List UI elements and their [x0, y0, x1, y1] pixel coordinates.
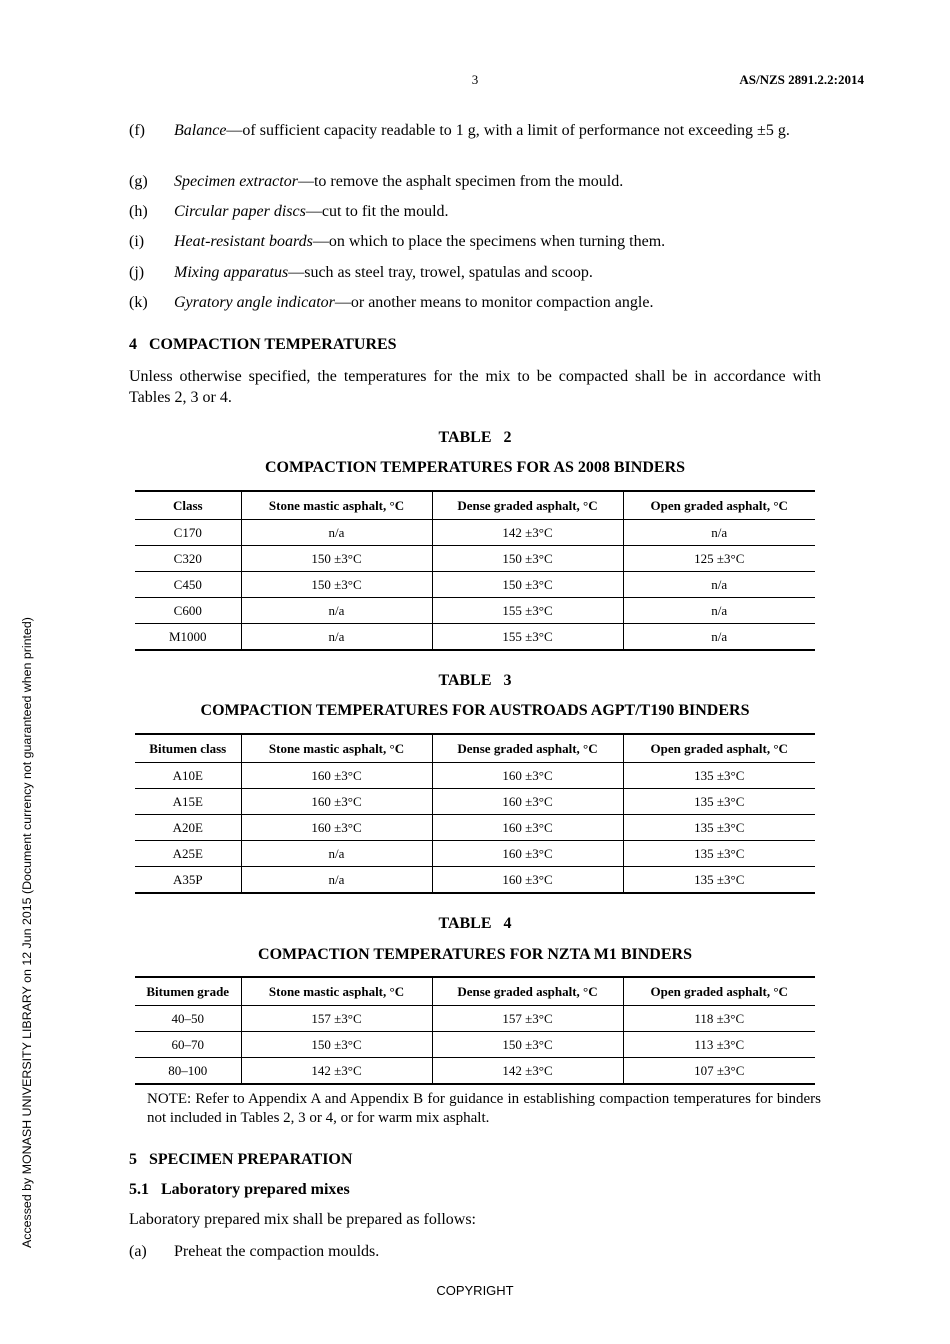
- table-cell: 160 ±3°C: [432, 841, 623, 867]
- table-cell: 142 ±3°C: [432, 1058, 623, 1085]
- table-cell: 155 ±3°C: [432, 598, 623, 624]
- list-item-term: Specimen extractor: [174, 173, 298, 190]
- table-cell: 142 ±3°C: [241, 1058, 432, 1085]
- table-cell: 155 ±3°C: [432, 624, 623, 651]
- table-row: [135, 789, 815, 815]
- table-row: [135, 520, 815, 546]
- table-cell: n/a: [241, 867, 432, 894]
- table-cell: C600: [135, 598, 241, 624]
- table-cell: 107 ±3°C: [623, 1058, 815, 1085]
- column-header: Open graded asphalt, °C: [623, 977, 815, 1006]
- table-cell: n/a: [623, 572, 815, 598]
- table-header-row: [135, 734, 815, 763]
- table-4-label: TABLE 4: [438, 915, 512, 932]
- section-4-text: Unless otherwise specified, the temperatures for the mix to be compacted shall be in accordance with Tables 2, 3 or 4.: [129, 368, 821, 406]
- table-row: [135, 572, 815, 598]
- table-cell: C450: [135, 572, 241, 598]
- column-header: Stone mastic asphalt, °C: [241, 734, 432, 763]
- table-3-title: COMPACTION TEMPERATURES FOR AUSTROADS AGPT/T190 BINDERS: [200, 702, 750, 719]
- table-cell: 135 ±3°C: [623, 841, 815, 867]
- column-header: Dense graded asphalt, °C: [432, 491, 623, 520]
- table-cell: M1000: [135, 624, 241, 651]
- table-row: [135, 546, 815, 572]
- table-cell: 113 ±3°C: [623, 1032, 815, 1058]
- list-item-term: Balance: [174, 122, 227, 139]
- table-row: [135, 598, 815, 624]
- table-cell: A20E: [135, 815, 241, 841]
- list-item-desc: —on which to place the specimens when turning them.: [312, 233, 666, 250]
- table-cell: 160 ±3°C: [241, 815, 432, 841]
- list-item-desc: —of sufficient capacity readable to 1 g, with a limit of performance not exceeding ±5 g.: [226, 122, 790, 139]
- table-cell: 160 ±3°C: [241, 763, 432, 789]
- table-cell: 150 ±3°C: [241, 572, 432, 598]
- table-cell: 160 ±3°C: [241, 789, 432, 815]
- list-item-label: (k): [129, 294, 148, 311]
- table-row: [135, 867, 815, 894]
- table-cell: 60–70: [135, 1032, 241, 1058]
- table-2: [135, 490, 815, 651]
- table-cell: 135 ±3°C: [623, 763, 815, 789]
- column-header: Open graded asphalt, °C: [623, 491, 815, 520]
- list-item: [129, 1242, 821, 1262]
- table-row: [135, 1058, 815, 1085]
- column-header: Dense graded asphalt, °C: [432, 977, 623, 1006]
- table-cell: 80–100: [135, 1058, 241, 1085]
- list-item: [129, 202, 821, 222]
- section-5-1-heading: 5.1 Laboratory prepared mixes: [129, 1181, 350, 1198]
- table-row: [135, 815, 815, 841]
- table-3: [135, 733, 815, 894]
- list-item: [129, 172, 821, 192]
- table-2-label: TABLE 2: [438, 429, 512, 446]
- list-item-label: (h): [129, 203, 148, 220]
- list-item-label: (g): [129, 173, 148, 190]
- table-cell: n/a: [241, 598, 432, 624]
- copyright-footer: COPYRIGHT: [436, 1283, 514, 1298]
- table-row: [135, 841, 815, 867]
- table-cell: 157 ±3°C: [432, 1006, 623, 1032]
- table-cell: C170: [135, 520, 241, 546]
- table-cell: n/a: [241, 841, 432, 867]
- table-4-title: COMPACTION TEMPERATURES FOR NZTA M1 BINDERS: [258, 946, 692, 963]
- table-header-row: [135, 977, 815, 1006]
- list-item-label: (a): [129, 1243, 147, 1260]
- table-cell: 150 ±3°C: [432, 1032, 623, 1058]
- table-cell: 160 ±3°C: [432, 763, 623, 789]
- table-cell: 135 ±3°C: [623, 815, 815, 841]
- list-item-desc: —or another means to monitor compaction angle.: [334, 294, 654, 311]
- table-cell: n/a: [623, 598, 815, 624]
- table-cell: 135 ±3°C: [623, 789, 815, 815]
- table-cell: 150 ±3°C: [432, 546, 623, 572]
- section-4-heading: 4 COMPACTION TEMPERATURES: [129, 336, 397, 353]
- table-cell: C320: [135, 546, 241, 572]
- table-cell: n/a: [623, 520, 815, 546]
- table-cell: 142 ±3°C: [432, 520, 623, 546]
- table-cell: 157 ±3°C: [241, 1006, 432, 1032]
- table-row: [135, 1006, 815, 1032]
- section-5-1-intro: Laboratory prepared mix shall be prepared as follows:: [129, 1211, 476, 1228]
- list-item-desc: —to remove the asphalt specimen from the mould.: [297, 173, 624, 190]
- column-header: Stone mastic asphalt, °C: [241, 491, 432, 520]
- table-cell: 160 ±3°C: [432, 815, 623, 841]
- table-cell: 160 ±3°C: [432, 867, 623, 894]
- table-note: NOTE: Refer to Appendix A and Appendix B for guidance in establishing compaction temperatures for binders not included in Tables 2, 3 or 4, or for warm mix asphalt.: [147, 1091, 821, 1126]
- table-4: [135, 976, 815, 1085]
- table-cell: n/a: [241, 624, 432, 651]
- list-item-label: (j): [129, 264, 145, 281]
- list-item-term: Mixing apparatus: [174, 264, 289, 281]
- table-cell: 150 ±3°C: [241, 546, 432, 572]
- table-cell: 150 ±3°C: [432, 572, 623, 598]
- column-header: Class: [135, 491, 241, 520]
- list-item: [129, 232, 821, 252]
- section-5-heading: 5 SPECIMEN PREPARATION: [129, 1151, 353, 1168]
- table-cell: n/a: [241, 520, 432, 546]
- table-cell: A35P: [135, 867, 241, 894]
- document-id: AS/NZS 2891.2.2:2014: [739, 72, 864, 87]
- list-item-term: Gyratory angle indicator: [174, 294, 335, 311]
- table-cell: 150 ±3°C: [241, 1032, 432, 1058]
- table-cell: A10E: [135, 763, 241, 789]
- table-cell: 118 ±3°C: [623, 1006, 815, 1032]
- table-cell: 125 ±3°C: [623, 546, 815, 572]
- column-header: Dense graded asphalt, °C: [432, 734, 623, 763]
- list-item-term: Heat-resistant boards: [174, 233, 313, 250]
- list-item-desc: —such as steel tray, trowel, spatulas and scoop.: [288, 264, 593, 281]
- column-header: Open graded asphalt, °C: [623, 734, 815, 763]
- list-item-desc: Preheat the compaction moulds.: [174, 1243, 380, 1260]
- page-number: 3: [471, 72, 479, 87]
- list-item: [129, 121, 821, 141]
- table-cell: A25E: [135, 841, 241, 867]
- table-row: [135, 763, 815, 789]
- access-watermark: Accessed by MONASH UNIVERSITY LIBRARY on 12 Jun 2015 (Document currency not guaranteed when printed): [20, 617, 34, 1248]
- table-3-label: TABLE 3: [438, 672, 512, 689]
- table-header-row: [135, 491, 815, 520]
- list-item: [129, 293, 821, 313]
- list-item-desc: —cut to fit the mould.: [305, 203, 449, 220]
- table-2-title: COMPACTION TEMPERATURES FOR AS 2008 BINDERS: [264, 459, 686, 476]
- table-cell: 40–50: [135, 1006, 241, 1032]
- list-item: [129, 263, 821, 283]
- table-cell: A15E: [135, 789, 241, 815]
- list-item-label: (f): [129, 122, 145, 139]
- column-header: Bitumen grade: [135, 977, 241, 1006]
- list-item-label: (i): [129, 233, 145, 250]
- table-row: [135, 624, 815, 651]
- column-header: Bitumen class: [135, 734, 241, 763]
- list-item-term: Circular paper discs: [174, 203, 306, 220]
- table-cell: 135 ±3°C: [623, 867, 815, 894]
- table-cell: 160 ±3°C: [432, 789, 623, 815]
- column-header: Stone mastic asphalt, °C: [241, 977, 432, 1006]
- table-row: [135, 1032, 815, 1058]
- table-cell: n/a: [623, 624, 815, 651]
